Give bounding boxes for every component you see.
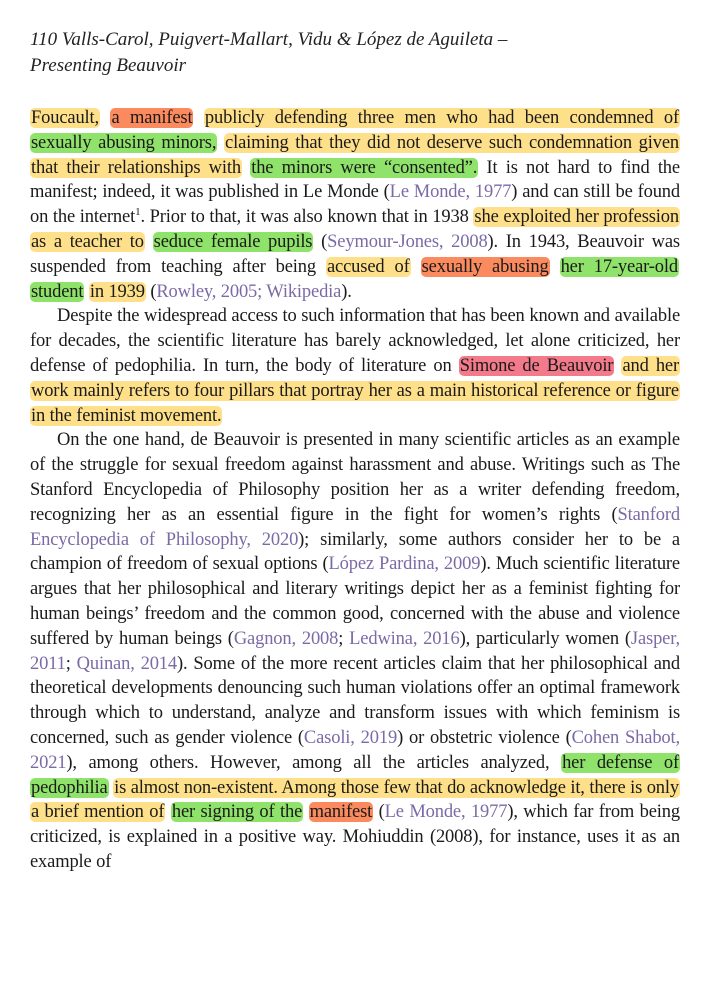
- highlight-yellow: she exploited her profession as a teacher to: [31, 207, 679, 252]
- body-text-run: ). Some of the more recent articles claim that her philosophical and theoretical developments denouncing such human violations offer an optimal framework through which to understand, analyze and transform issues with which feminism is concerned, such as gender violence (: [30, 653, 680, 748]
- highlight-orange: sexually abusing: [421, 256, 549, 277]
- body-text-run: (: [150, 281, 157, 302]
- citation-link[interactable]: Ledwina, 2016: [349, 628, 460, 649]
- citation-link[interactable]: Le Monde, 1977: [384, 802, 508, 823]
- running-header-line-1: 110 Valls-Carol, Puigvert-Mallart, Vidu & López de Aguileta –: [30, 29, 508, 50]
- highlight-pink: Simone de Beauvoir: [459, 355, 614, 376]
- body-text-run: ). In 1943, Beauvoir was suspended from teaching after being: [30, 231, 680, 277]
- body-text-run: . Prior to that, it was also known that in 1938: [140, 207, 469, 228]
- body-text-run: ). Much scientific literature argues that her philosophical and literary writings depict her as a feminist fighting for human beings’ freedom and the common good, concerned with the abuse and violence suffered by human beings (: [30, 554, 680, 649]
- highlight-green: her signing of the: [171, 802, 303, 823]
- highlight-yellow: claiming that they did not deserve such condemnation given that their relationships with: [31, 132, 679, 178]
- body-text-run: It is not hard to find the manifest; indeed, it was published in Le Monde (: [30, 157, 680, 203]
- highlight-green: her 17-year-old student: [31, 256, 678, 302]
- highlight-green: her defense of pedophilia: [31, 752, 679, 798]
- citation-link[interactable]: Jasper, 2011: [30, 628, 680, 674]
- highlight-green: sexually abusing minors,: [31, 132, 217, 153]
- body-text-run: ), among others. However, among all the articles analyzed,: [66, 752, 550, 773]
- citation-link[interactable]: López Pardina, 2009: [328, 554, 481, 575]
- body-text-run: ).: [341, 281, 352, 302]
- body-text-run: (: [378, 802, 385, 823]
- highlight-yellow: Foucault,: [31, 108, 100, 128]
- paragraph-2: [30, 304, 680, 428]
- paragraph-3: [30, 428, 680, 874]
- running-header-line-2: Presenting Beauvoir: [30, 55, 187, 76]
- body-text-run: ;: [65, 653, 77, 674]
- body-text-run: ), particularly women (: [459, 628, 631, 649]
- running-header: [30, 27, 680, 79]
- citation-link[interactable]: Le Monde, 1977: [389, 182, 512, 203]
- citation-link[interactable]: Seymour-Jones, 2008: [327, 231, 488, 252]
- body-text-run: Despite the widespread access to such information that has been known and available for decades, the scientific literature has barely acknowledged, let alone criticized, her defense of pedophilia. In turn, the body of literature on: [30, 306, 680, 376]
- highlight-yellow: in 1939: [89, 281, 145, 302]
- body-text-run: ); similarly, some authors consider her to be a champion of freedom of sexual options (: [30, 529, 680, 575]
- highlight-yellow: publicly defending three men who had been condemned of: [204, 108, 680, 128]
- body-text-run: ) and can still be found on the internet: [30, 182, 680, 228]
- citation-link[interactable]: Casoli, 2019: [303, 727, 398, 748]
- highlight-yellow: and her work mainly refers to four pillars that portray her as a main historical reference or figure in the feminist movement.: [31, 355, 679, 426]
- citation-link[interactable]: Stanford Encyclopedia of Philosophy, 2020: [30, 504, 680, 550]
- highlight-orange: a manifest: [111, 108, 193, 128]
- highlight-green: the minors were “consented”.: [251, 157, 478, 178]
- highlight-green: seduce female pupils: [153, 231, 313, 252]
- citation-link[interactable]: Gagnon, 2008: [233, 628, 339, 649]
- body-text-run: ) or obstetric violence (: [397, 727, 572, 748]
- citation-link[interactable]: Rowley, 2005; Wikipedia: [156, 281, 342, 302]
- body-text-run: ), which far from being criticized, is explained in a positive way. Mohiuddin (2008), for instance, uses it as an example of: [30, 802, 680, 872]
- citation-link[interactable]: Cohen Shabot, 2021: [30, 727, 680, 773]
- body-text: [30, 106, 680, 875]
- highlight-yellow: is almost non-existent. Among those few that do acknowledge it, there is only a brief mention of: [31, 777, 679, 823]
- paragraph-1: [30, 106, 680, 304]
- highlight-yellow: accused of: [327, 256, 410, 277]
- body-text-run: (: [321, 231, 328, 252]
- body-text-run: ;: [338, 628, 350, 649]
- footnote-marker[interactable]: 1: [135, 206, 141, 219]
- body-text-run: On the one hand, de Beauvoir is presented in many scientific articles as an example of the struggle for sexual freedom against harassment and abuse. Writings such as The Stanford Encyclopedia of Philosophy position her as a writer defending freedom, recognizing her as an essential figure in the fight for women’s rights (: [30, 430, 680, 525]
- citation-link[interactable]: Quinan, 2014: [76, 653, 177, 674]
- highlight-orange: manifest: [309, 802, 373, 823]
